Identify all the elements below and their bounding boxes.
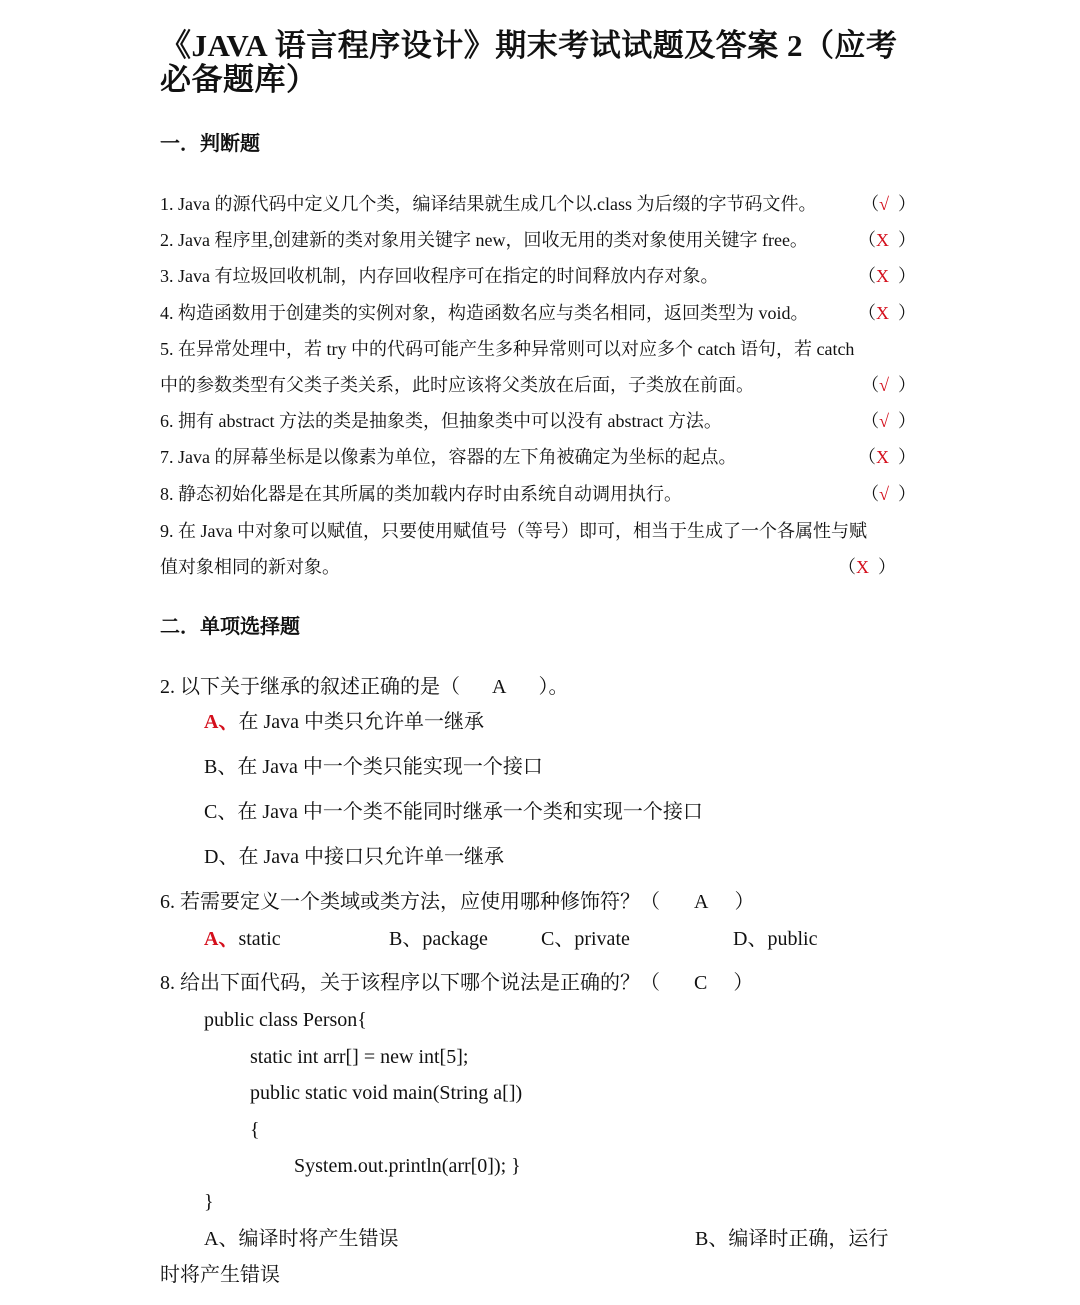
option-text: 在 Java 中类只允许单一继承	[238, 711, 484, 733]
code-line: public class Person{	[204, 1009, 367, 1031]
check-icon: √	[879, 411, 889, 431]
judgement-text: 1. Java 的源代码中定义几个类，编译结果就生成几个以.class 为后缀的字节码文件。	[160, 194, 817, 214]
answer-mark: （√ ）	[861, 484, 916, 504]
judgement-text: 5. 在异常处理中，若 try 中的代码可能产生多种异常则可以对应多个 catch 语句，若 catch	[160, 339, 855, 359]
cross-icon: X	[856, 557, 869, 577]
q6-option-b	[389, 929, 488, 949]
judgement-item	[160, 231, 916, 249]
question-stem: 2. 以下关于继承的叙述正确的是（	[160, 676, 460, 698]
q2-option-d	[204, 847, 504, 867]
option-text: private	[574, 928, 630, 950]
answer-mark: （X ）	[858, 447, 916, 467]
option-letter: B、	[389, 928, 423, 950]
answer-mark: （X ）	[858, 230, 916, 250]
option-letter: A、	[204, 928, 239, 950]
answer: A	[694, 891, 709, 913]
option-text: static	[238, 928, 281, 950]
judgement-text: 7. Java 的屏幕坐标是以像素为单位，容器的左下角被确定为坐标的起点。	[160, 447, 737, 467]
doc-title-line2: 必备题库）	[160, 62, 318, 97]
option-letter: C、	[204, 801, 238, 823]
judgement-text: 8. 静态初始化器是在其所属的类加载内存时由系统自动调用执行。	[160, 484, 682, 504]
question-stem: 6. 若需要定义一个类域或类方法，应使用哪种修饰符？（	[160, 891, 660, 913]
answer-mark: （√ ）	[861, 411, 916, 431]
bracket: ）	[734, 891, 755, 913]
judgement-text: 3. Java 有垃圾回收机制，内存回收程序可在指定的时间释放内存对象。	[160, 266, 719, 286]
cross-icon: X	[876, 303, 889, 323]
check-icon: √	[879, 484, 889, 504]
judgement-item	[160, 485, 916, 503]
judgement-item	[160, 340, 916, 358]
check-icon: √	[879, 194, 889, 214]
q6-option-a	[204, 929, 281, 949]
code-line: }	[204, 1191, 214, 1213]
cross-icon: X	[876, 447, 889, 467]
section1-heading: 一．判断题	[160, 133, 260, 155]
answer-mark: （X ）	[858, 266, 916, 286]
judgement-text: 6. 拥有 abstract 方法的类是抽象类，但抽象类中可以没有 abstract 方法。	[160, 411, 722, 431]
judgement-item	[160, 376, 916, 394]
judgement-text: 4. 构造函数用于创建类的实例对象，构造函数名应与类名相同，返回类型为 void。	[160, 303, 809, 323]
q6-option-d	[733, 929, 817, 949]
cross-icon: X	[876, 230, 889, 250]
judgement-text: 中的参数类型有父类子类关系，此时应该将父类放在后面，子类放在前面。	[160, 375, 754, 395]
judgement-text: 2. Java 程序里,创建新的类对象用关键字 new，回收无用的类对象使用关键字 free。	[160, 230, 808, 250]
question-8	[160, 973, 753, 993]
q8-option-a: A、编译时将产生错误	[204, 1228, 399, 1250]
q2-option-b	[204, 757, 543, 777]
q8-option-b-continued: 时将产生错误	[160, 1264, 280, 1286]
option-letter: C、	[541, 928, 575, 950]
doc-title-line1: 《JAVA 语言程序设计》期末考试试题及答案 2（应考	[160, 28, 898, 63]
answer-mark: （√ ）	[861, 194, 916, 214]
bracket: ）	[733, 972, 754, 994]
answer: C	[694, 972, 708, 994]
cross-icon: X	[876, 266, 889, 286]
option-letter: A、	[204, 711, 239, 733]
option-text: 在 Java 中接口只允许单一继承	[238, 846, 504, 868]
option-text: public	[767, 928, 818, 950]
check-icon: √	[879, 375, 889, 395]
q2-option-a	[204, 712, 484, 732]
judgement-item	[160, 448, 916, 466]
answer-mark: （X ）	[838, 557, 896, 577]
option-text: 在 Java 中一个类不能同时继承一个类和实现一个接口	[237, 801, 703, 823]
judgement-item	[160, 522, 916, 540]
code-line: System.out.println(arr[0]); }	[294, 1155, 521, 1177]
answer-mark: （√ ）	[861, 375, 916, 395]
option-text: 在 Java 中一个类只能实现一个接口	[237, 756, 543, 778]
bracket: ）。	[538, 676, 569, 698]
answer: A	[492, 676, 507, 698]
answer-mark: （X ）	[858, 303, 916, 323]
judgement-text: 9. 在 Java 中对象可以赋值，只要使用赋值号（等号）即可，相当于生成了一个各属性与赋	[160, 521, 867, 541]
judgement-item	[160, 304, 916, 322]
judgement-text: 值对象相同的新对象。	[160, 557, 340, 577]
judgement-item	[160, 195, 916, 213]
judgement-item	[160, 558, 916, 576]
option-letter: D、	[204, 846, 239, 868]
code-line: {	[250, 1119, 260, 1141]
code-line: public static void main(String a[])	[250, 1082, 523, 1104]
question-stem: 8. 给出下面代码，关于该程序以下哪个说法是正确的？（	[160, 972, 660, 994]
section2-heading: 二．单项选择题	[160, 616, 300, 638]
q6-option-c	[541, 929, 630, 949]
code-line: static int arr[] = new int[5];	[250, 1046, 469, 1068]
question-2	[160, 677, 568, 697]
option-letter: B、	[204, 756, 238, 778]
q8-option-b: B、编译时正确，运行	[695, 1228, 889, 1250]
question-6	[160, 892, 754, 912]
judgement-item	[160, 267, 916, 285]
q2-option-c	[204, 802, 703, 822]
option-text: package	[422, 928, 488, 950]
judgement-item	[160, 412, 916, 430]
option-letter: D、	[733, 928, 768, 950]
